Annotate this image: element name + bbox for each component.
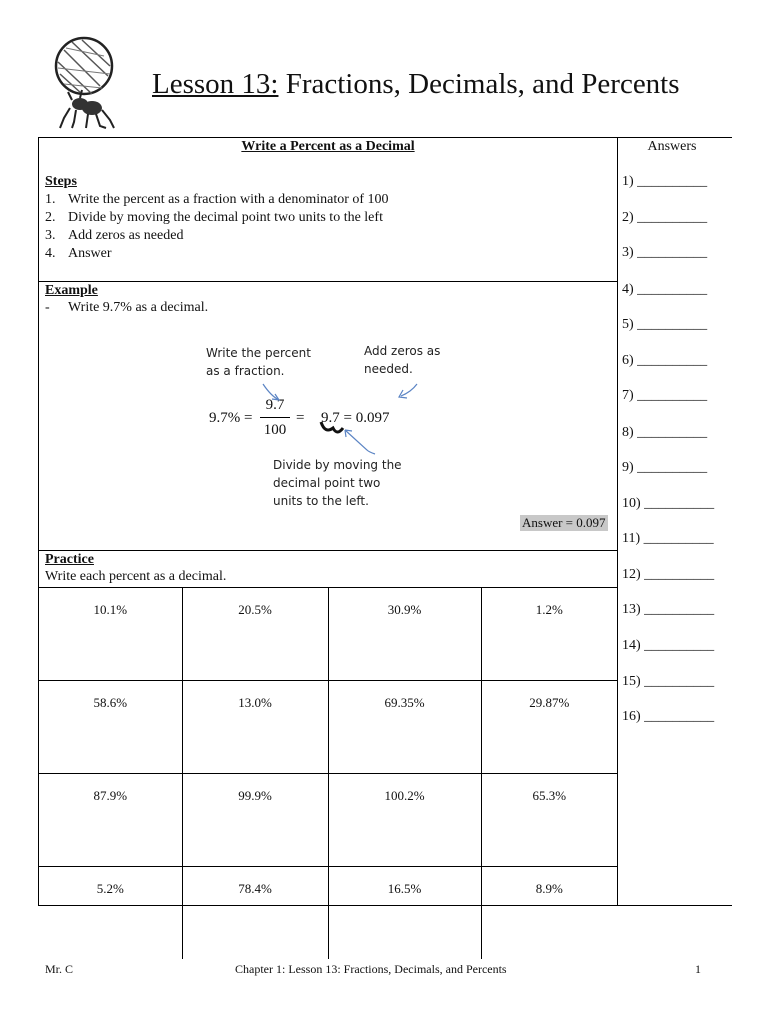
note-line: Divide by moving the	[273, 458, 402, 472]
equation-right: 9.7 = 0.097	[321, 410, 390, 426]
divider	[39, 281, 617, 282]
problem-cell: 30.9%	[328, 588, 481, 681]
answer-line[interactable]: 12) __________	[622, 567, 715, 582]
example-answer: Answer = 0.097	[522, 515, 606, 530]
page-title	[152, 68, 680, 101]
problem-cell: 20.5%	[182, 588, 328, 681]
note-line: as a fraction.	[206, 364, 285, 378]
footer-page-number: 1	[695, 962, 701, 976]
lesson-panel	[38, 137, 618, 906]
example-prompt	[45, 300, 208, 316]
note-line: units to the left.	[273, 494, 369, 508]
answer-line[interactable]: 3) __________	[622, 245, 708, 260]
answer-line[interactable]: 15) __________	[622, 674, 715, 689]
problem-cell: 69.35%	[328, 681, 481, 774]
section-heading: Write a Percent as a Decimal	[241, 139, 415, 154]
step-item	[45, 245, 389, 263]
note-line: Write the percent	[206, 346, 311, 360]
fraction-numerator: 9.7	[265, 397, 285, 413]
ant-ball-logo-icon	[44, 34, 136, 130]
divider	[39, 550, 617, 551]
answer-line[interactable]: 10) __________	[622, 496, 715, 511]
note-divide	[273, 456, 402, 510]
problem-cell: 29.87%	[481, 681, 617, 774]
answer-line[interactable]: 1) __________	[622, 174, 708, 189]
table-row	[39, 588, 617, 681]
answer-line[interactable]: 16) __________	[622, 709, 715, 724]
problem-cell: 78.4%	[182, 867, 328, 960]
table-row	[39, 774, 617, 867]
footer-author: Mr. C	[45, 962, 74, 976]
problem-cell: 65.3%	[481, 774, 617, 867]
answer-line[interactable]: 9) __________	[622, 460, 708, 475]
problem-cell: 58.6%	[39, 681, 182, 774]
practice-grid	[39, 587, 617, 959]
example-dash: -	[45, 300, 50, 315]
annotation-arrows-icon	[199, 358, 439, 458]
step-item	[45, 209, 389, 227]
note-line: needed.	[364, 362, 413, 376]
example-title: Example	[45, 283, 98, 298]
problem-cell: 87.9%	[39, 774, 182, 867]
steps-list	[45, 191, 389, 263]
answer-line[interactable]: 11) __________	[622, 531, 714, 546]
worksheet	[38, 137, 732, 906]
step-text: Answer	[68, 246, 112, 261]
fraction-denominator: 100	[263, 422, 287, 438]
step-number: 3.	[45, 228, 56, 243]
answers-heading: Answers	[647, 139, 697, 154]
step-text: Write the percent as a fraction with a denominator of 100	[68, 192, 389, 207]
problem-cell: 10.1%	[39, 588, 182, 681]
answer-line[interactable]: 14) __________	[622, 638, 715, 653]
step-item	[45, 227, 389, 245]
step-text: Divide by moving the decimal point two units to the left	[68, 210, 383, 225]
practice-instruction: Write each percent as a decimal.	[45, 569, 227, 584]
page-title-topic: Fractions, Decimals, and Percents	[278, 68, 680, 100]
answer-line[interactable]: 7) __________	[622, 388, 708, 403]
problem-cell: 5.2%	[39, 867, 182, 960]
step-item	[45, 191, 389, 209]
table-row	[39, 681, 617, 774]
answer-line[interactable]: 2) __________	[622, 210, 708, 225]
equation-left: 9.7% =	[209, 410, 253, 426]
footer-chapter: Chapter 1: Lesson 13: Fractions, Decimals, and Percents	[235, 962, 507, 976]
page-title-lesson: Lesson 13:	[152, 68, 279, 100]
step-number: 2.	[45, 210, 56, 225]
steps-title: Steps	[45, 174, 77, 189]
problem-cell: 99.9%	[182, 774, 328, 867]
problem-cell: 13.0%	[182, 681, 328, 774]
problem-cell: 8.9%	[481, 867, 617, 960]
equation-equals: =	[296, 410, 305, 426]
problem-cell: 100.2%	[328, 774, 481, 867]
step-text: Add zeros as needed	[68, 228, 184, 243]
problem-cell: 1.2%	[481, 588, 617, 681]
note-line: decimal point two	[273, 476, 381, 490]
answer-line[interactable]: 8) __________	[622, 425, 708, 440]
problem-cell: 16.5%	[328, 867, 481, 960]
step-number: 1.	[45, 192, 56, 207]
table-row	[39, 867, 617, 960]
answer-line[interactable]: 4) __________	[622, 282, 708, 297]
step-number: 4.	[45, 246, 56, 261]
example-text: Write 9.7% as a decimal.	[68, 300, 209, 315]
answer-line[interactable]: 6) __________	[622, 353, 708, 368]
note-line: Add zeros as	[364, 344, 441, 358]
answer-line[interactable]: 5) __________	[622, 317, 708, 332]
answer-line[interactable]: 13) __________	[622, 602, 715, 617]
practice-title: Practice	[45, 552, 94, 567]
answers-column	[616, 137, 732, 906]
